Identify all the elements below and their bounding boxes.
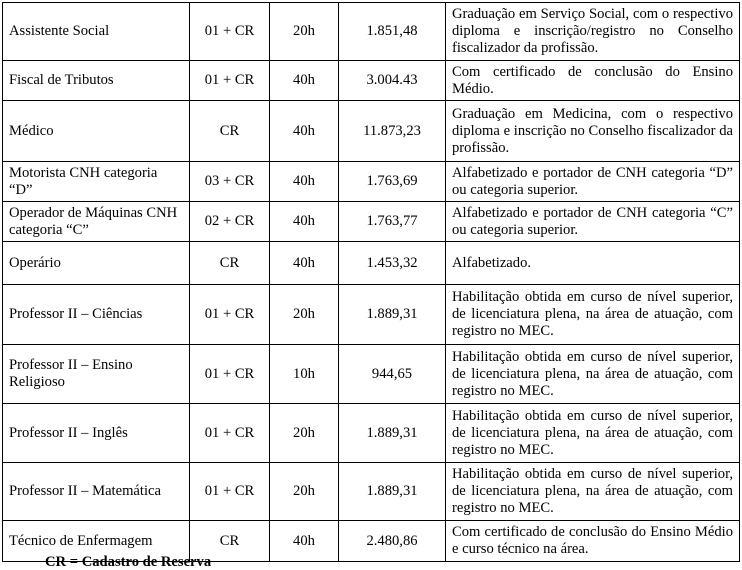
table-row <box>3 202 740 242</box>
requisitos-cell: Com certificado de conclusão do Ensino Médio e curso técnico na área. <box>446 521 740 562</box>
requisitos-cell: Habilitação obtida em curso de nível superior, de licenciatura plena, na área de atuação, com registro no MEC. <box>446 285 740 345</box>
vagas-cell: 01 + CR <box>190 463 270 521</box>
vagas-cell: 01 + CR <box>190 61 270 101</box>
positions-table <box>2 2 740 562</box>
requisitos-cell: Graduação em Serviço Social, com o respectivo diploma e inscrição/registro no Conselho fiscalizador da profissão. <box>446 3 740 61</box>
requisitos-cell: Alfabetizado e portador de CNH categoria “C” ou categoria superior. <box>446 202 740 242</box>
vencimento-cell: 944,65 <box>339 345 446 404</box>
vagas-cell: CR <box>190 521 270 562</box>
cargo-cell: Técnico de Enfermagem <box>3 521 190 562</box>
vagas-cell: 01 + CR <box>190 404 270 463</box>
cargo-cell: Operador de Máquinas CNH categoria “C” <box>3 202 190 242</box>
cargo-cell: Professor II – Ciências <box>3 285 190 345</box>
carga-horaria-cell: 20h <box>270 463 339 521</box>
table-legend: CR = Cadastro de Reserva <box>45 554 212 570</box>
vencimento-cell: 1.889,31 <box>339 463 446 521</box>
requisitos-cell: Com certificado de conclusão do Ensino Médio. <box>446 61 740 101</box>
table-row <box>3 463 740 521</box>
vagas-cell: 03 + CR <box>190 162 270 202</box>
table-row <box>3 345 740 404</box>
carga-horaria-cell: 40h <box>270 242 339 285</box>
carga-horaria-cell: 20h <box>270 285 339 345</box>
requisitos-cell: Alfabetizado. <box>446 242 740 285</box>
vagas-cell: 01 + CR <box>190 285 270 345</box>
carga-horaria-cell: 40h <box>270 162 339 202</box>
carga-horaria-cell: 10h <box>270 345 339 404</box>
cargo-cell: Professor II – Matemática <box>3 463 190 521</box>
requisitos-cell: Habilitação obtida em curso de nível superior, de licenciatura plena, na área de atuação, com registro no MEC. <box>446 463 740 521</box>
vagas-cell: CR <box>190 242 270 285</box>
carga-horaria-cell: 40h <box>270 202 339 242</box>
table-row <box>3 404 740 463</box>
vencimento-cell: 2.480,86 <box>339 521 446 562</box>
requisitos-cell: Alfabetizado e portador de CNH categoria “D” ou categoria superior. <box>446 162 740 202</box>
vagas-cell: 01 + CR <box>190 3 270 61</box>
vencimento-cell: 1.763,77 <box>339 202 446 242</box>
vencimento-cell: 1.851,48 <box>339 3 446 61</box>
cargo-cell: Assistente Social <box>3 3 190 61</box>
vagas-cell: 01 + CR <box>190 345 270 404</box>
table-row <box>3 3 740 61</box>
vencimento-cell: 1.889,31 <box>339 285 446 345</box>
vencimento-cell: 3.004.43 <box>339 61 446 101</box>
table-row <box>3 162 740 202</box>
table-row <box>3 101 740 162</box>
requisitos-cell: Graduação em Medicina, com o respectivo diploma e inscrição no Conselho fiscalizador da profissão. <box>446 101 740 162</box>
carga-horaria-cell: 20h <box>270 404 339 463</box>
vencimento-cell: 11.873,23 <box>339 101 446 162</box>
vagas-cell: 02 + CR <box>190 202 270 242</box>
table-row <box>3 61 740 101</box>
carga-horaria-cell: 40h <box>270 521 339 562</box>
cargo-cell: Fiscal de Tributos <box>3 61 190 101</box>
table-row <box>3 242 740 285</box>
positions-table-body <box>3 3 740 562</box>
vagas-cell: CR <box>190 101 270 162</box>
requisitos-cell: Habilitação obtida em curso de nível superior, de licenciatura plena, na área de atuação, com registro no MEC. <box>446 404 740 463</box>
vencimento-cell: 1.453,32 <box>339 242 446 285</box>
requisitos-cell: Habilitação obtida em curso de nível superior, de licenciatura plena, na área de atuação, com registro no MEC. <box>446 345 740 404</box>
carga-horaria-cell: 20h <box>270 3 339 61</box>
carga-horaria-cell: 40h <box>270 101 339 162</box>
cargo-cell: Operário <box>3 242 190 285</box>
cargo-cell: Professor II – Inglês <box>3 404 190 463</box>
vencimento-cell: 1.889,31 <box>339 404 446 463</box>
cargo-cell: Professor II – Ensino Religioso <box>3 345 190 404</box>
carga-horaria-cell: 40h <box>270 61 339 101</box>
vencimento-cell: 1.763,69 <box>339 162 446 202</box>
table-row <box>3 285 740 345</box>
cargo-cell: Médico <box>3 101 190 162</box>
cargo-cell: Motorista CNH categoria “D” <box>3 162 190 202</box>
